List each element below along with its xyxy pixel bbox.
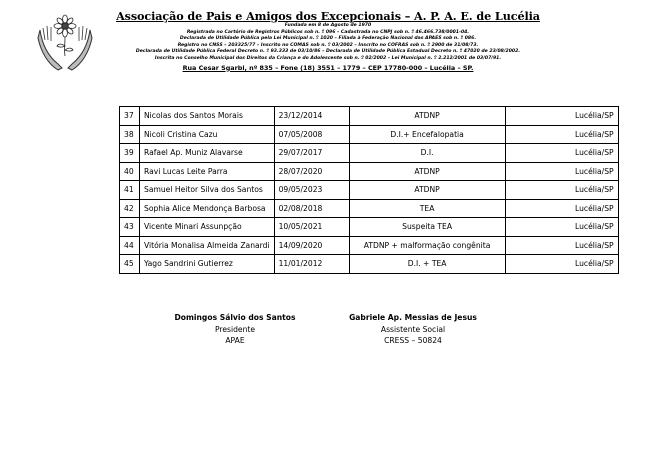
apae-logo — [36, 10, 94, 72]
table-row — [120, 255, 619, 274]
student-name: Vicente Minari Assunpção — [140, 218, 275, 237]
student-name: Rafael Ap. Muniz Alavarse — [140, 144, 275, 163]
birth-date: 07/05/2008 — [274, 125, 349, 144]
student-name: Sophia Alice Mendonça Barbosa — [140, 199, 275, 218]
table-row — [120, 125, 619, 144]
municipal-utility-line: Declarada de Utilidade Pública pela Lei Municipal n. º 1020 – Filiada à Federação Nacional das APAES sob n. º 086. — [179, 36, 477, 42]
cnss-line: Registro no CNSS – 203325/77 – Inscrito no COMAS sob n. º 03/2002 – Inscrito no COFRAS sob n. º 2900 de 31/08/73. — [177, 42, 479, 48]
table-row — [120, 144, 619, 163]
signatory-name: Gabriele Ap. Messias de Jesus — [349, 313, 477, 322]
row-number: 42 — [120, 199, 140, 218]
signature-block-president — [150, 312, 320, 347]
city: Lucélia/SP — [505, 144, 618, 163]
student-name: Samuel Heitor Silva dos Santos — [140, 181, 275, 200]
birth-date: 11/01/2012 — [274, 255, 349, 274]
city: Lucélia/SP — [505, 255, 618, 274]
birth-date: 23/12/2014 — [274, 107, 349, 126]
birth-date: 28/07/2020 — [274, 162, 349, 181]
city: Lucélia/SP — [505, 107, 618, 126]
organization-title: Associação de Pais e Amigos dos Excepcionais – A. P. A. E. de Lucélia — [116, 9, 540, 23]
city: Lucélia/SP — [505, 218, 618, 237]
diagnosis: D.I. — [349, 144, 505, 163]
signatory-org: APAE — [225, 336, 245, 345]
federal-utility-line: Declarada de Utilidade Pública Federal Decreto n. º 93.333 de 03/10/86 – Declarada de Utilidade Pública Estadual Decreto n. º 47020 de 23/08/2002. — [135, 49, 521, 55]
city: Lucélia/SP — [505, 162, 618, 181]
address-line: Rua Cesar Sgarbi, nº 835 – Fone (18) 3551 – 1779 – CEP 17780-000 – Lucélia – SP. — [182, 63, 474, 72]
row-number: 44 — [120, 236, 140, 255]
student-name: Nicolas dos Santos Morais — [140, 107, 275, 126]
table-row — [120, 236, 619, 255]
table-row — [120, 107, 619, 126]
row-number: 39 — [120, 144, 140, 163]
student-name: Ravi Lucas Leite Parra — [140, 162, 275, 181]
diagnosis: TEA — [349, 199, 505, 218]
student-name: Yago Sandrini Gutierrez — [140, 255, 275, 274]
table-row — [120, 199, 619, 218]
city: Lucélia/SP — [505, 125, 618, 144]
row-number: 41 — [120, 181, 140, 200]
diagnosis: Suspeita TEA — [349, 218, 505, 237]
birth-date: 10/05/2021 — [274, 218, 349, 237]
city: Lucélia/SP — [505, 199, 618, 218]
table-row — [120, 181, 619, 200]
letterhead — [108, 9, 548, 72]
diagnosis: ATDNP + malformação congênita — [349, 236, 505, 255]
row-number: 40 — [120, 162, 140, 181]
signatory-registration: CRESS – 50824 — [384, 336, 442, 345]
registry-line: Registrada no Cartório de Registros Públicos sob n. º 096 – Cadastrada no CNPJ sob n. º 46.466.738/0001-04. — [186, 29, 470, 35]
signature-block-social-worker — [328, 312, 498, 347]
diagnosis: D.I. + TEA — [349, 255, 505, 274]
table-row — [120, 162, 619, 181]
diagnosis: D.I.+ Encefalopatia — [349, 125, 505, 144]
table-row — [120, 218, 619, 237]
row-number: 38 — [120, 125, 140, 144]
council-line: Inscrita no Conselho Municipal dos Direitos da Criança e do Adolescente sob n. º 02/2002 – Lei Municipal n. º 2.212/2001 de 03/07/91. — [154, 55, 502, 61]
birth-date: 02/08/2018 — [274, 199, 349, 218]
row-number: 43 — [120, 218, 140, 237]
signatory-role: Presidente — [214, 324, 256, 334]
student-table — [119, 106, 619, 274]
diagnosis: ATDNP — [349, 162, 505, 181]
birth-date: 29/07/2017 — [274, 144, 349, 163]
student-name: Nicoli Cristina Cazu — [140, 125, 275, 144]
city: Lucélia/SP — [505, 181, 618, 200]
birth-date: 09/05/2023 — [274, 181, 349, 200]
signatory-name: Domingos Sálvio dos Santos — [174, 313, 296, 322]
row-number: 45 — [120, 255, 140, 274]
founding-line: Fundada em 8 de Agosto de 1970 — [284, 23, 372, 28]
student-name: Vitória Monalisa Almeida Zanardi — [140, 236, 275, 255]
signatory-role: Assistente Social — [380, 324, 446, 334]
row-number: 37 — [120, 107, 140, 126]
birth-date: 14/09/2020 — [274, 236, 349, 255]
diagnosis: ATDNP — [349, 181, 505, 200]
diagnosis: ATDNP — [349, 107, 505, 126]
city: Lucélia/SP — [505, 236, 618, 255]
